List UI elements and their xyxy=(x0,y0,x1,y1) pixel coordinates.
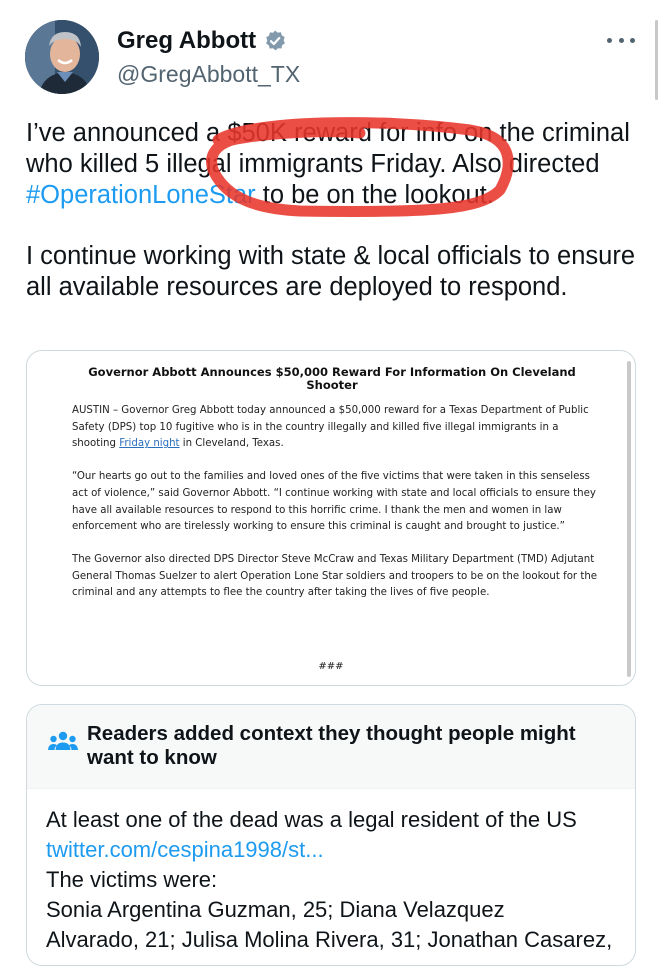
press-release-paragraph-1 xyxy=(72,403,602,453)
tweet-text-part1: I’ve announced a $50K reward for info on the criminal who killed 5 illegal immigrants Friday. Also directed xyxy=(26,119,630,178)
press-release-paragraph-2: “Our hearts go out to the families and loved ones of the five victims that were taken in this senseless act of violence,” said Governor Abbott. “I continue working with state and local officials to ensure they have all available resources to respond to this horrific crime. I thank the men and women in law enforcement who are tirelessly working to ensure this criminal is caught and brought to justice.” xyxy=(72,471,596,533)
people-group-icon xyxy=(48,729,78,755)
press-text-1b: in Cleveland, Texas. xyxy=(179,438,284,450)
press-release-title: Governor Abbott Announces $50,000 Reward For Information On Cleveland Shooter xyxy=(88,365,576,392)
more-dots-icon xyxy=(619,38,624,43)
community-note-header xyxy=(27,705,635,789)
more-options-button[interactable] xyxy=(607,28,635,52)
tweet-paragraph-1 xyxy=(26,118,646,211)
tweet-text xyxy=(26,118,646,333)
community-note-source-link[interactable]: twitter.com/cespina1998/st... xyxy=(46,837,324,862)
community-note-body xyxy=(46,805,626,955)
press-release-end-mark: ### xyxy=(318,661,344,672)
community-note-title: Readers added context they thought people might want to know xyxy=(87,722,576,769)
author-display-name[interactable]: Greg Abbott xyxy=(117,27,257,54)
press-text-1a: AUSTIN – Governor Greg Abbott today announced a $50,000 reward for a Texas Department of Public Safety (DPS) top 10 fugitive who is in the country illegally and killed five illegal immigrants in a shooting xyxy=(72,405,589,450)
tweet-paragraph-2: I continue working with state & local officials to ensure all available resources are deployed to respond. xyxy=(26,242,636,301)
avatar-photo xyxy=(25,20,99,94)
community-note-line-4: Sonia Argentina Guzman, 25; Diana Velazquez xyxy=(46,897,505,922)
author-handle[interactable]: @GregAbbott_TX xyxy=(117,61,301,87)
community-note-card[interactable] xyxy=(26,704,636,966)
community-note-line-5: Alvarado, 21; Julisa Molina Rivera, 31; Jonathan Casarez, xyxy=(46,927,613,952)
press-friday-night-link: Friday night xyxy=(119,438,180,450)
page-scrollbar[interactable] xyxy=(655,20,658,100)
avatar[interactable] xyxy=(25,20,99,94)
tweet-text-part2: to be on the lookout. xyxy=(255,181,494,209)
press-release-body xyxy=(72,403,602,618)
hashtag-link[interactable]: #OperationLoneStar xyxy=(26,181,256,209)
more-dots-icon xyxy=(630,38,635,43)
community-note-line-3: The victims were: xyxy=(46,867,218,892)
author-name-row[interactable] xyxy=(117,26,287,56)
community-note-line-1: At least one of the dead was a legal resident of the US xyxy=(46,807,577,832)
more-dots-icon xyxy=(607,38,612,43)
verified-badge-icon xyxy=(263,29,287,53)
press-release-paragraph-3: The Governor also directed DPS Director Steve McCraw and Texas Military Department (TMD) Adjutant General Thomas Suelzer to alert Operation Lone Star soldiers and troopers to be on the lookout for the criminal and any attempts to flee the country after taking the lives of five people. xyxy=(72,553,598,599)
press-card-scrollbar xyxy=(627,361,631,677)
press-release-image-card[interactable] xyxy=(26,350,636,686)
